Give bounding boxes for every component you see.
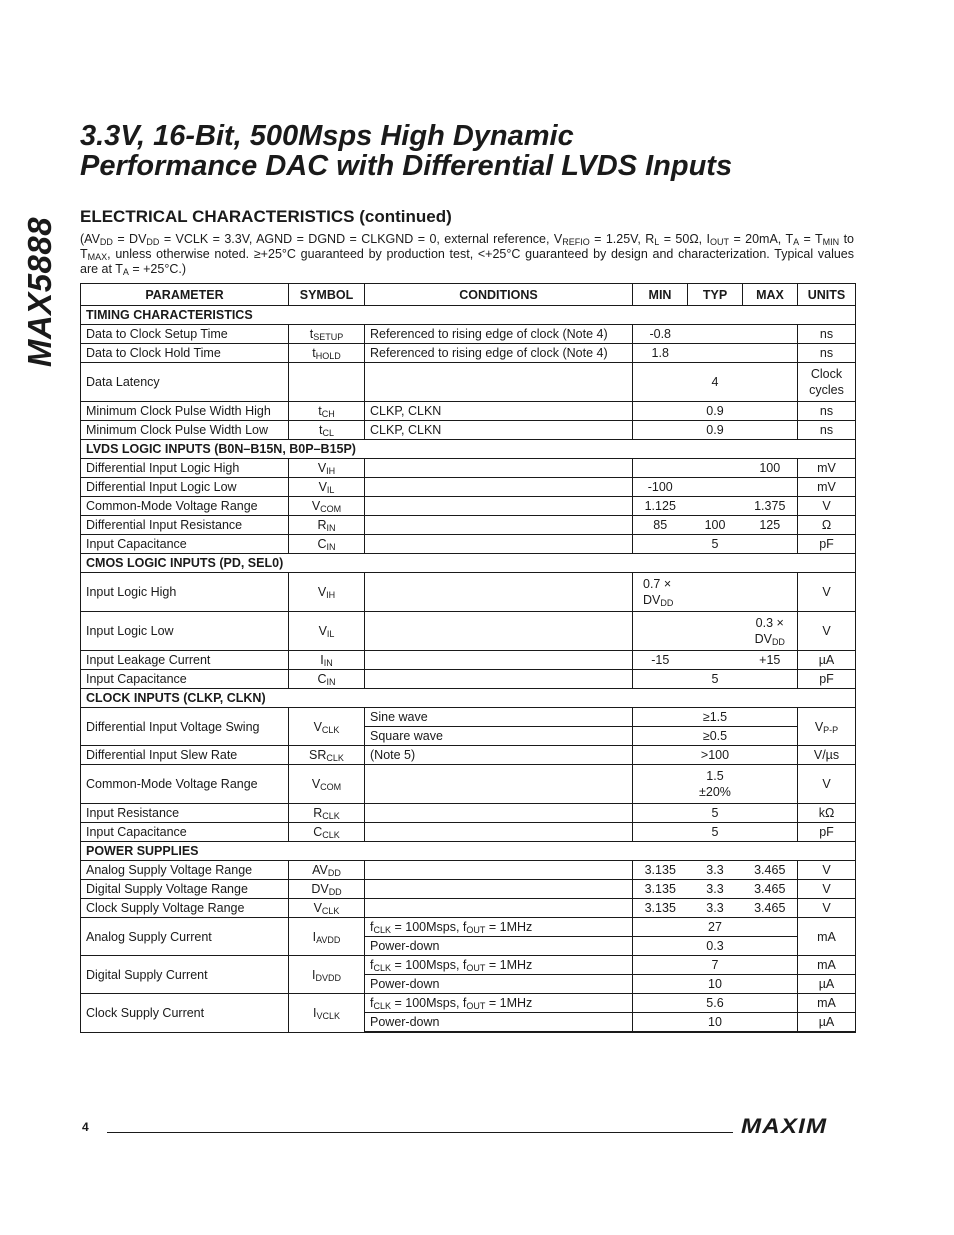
title-line-1: 3.3V, 16-Bit, 500Msps High Dynamic — [80, 120, 574, 152]
header-typ: TYP — [688, 284, 743, 306]
table-row: Input Capacitance $C_{CLK}$ 5 pF — [81, 823, 856, 842]
table-row: Common-Mode Voltage Range $V_{COM}$ 1.5 ±20% V — [81, 765, 856, 804]
table-row: Analog Supply Current $I_{AVDD}$ $f_{CLK}$ = 100Msps, $f_{OUT} = 1MHz$ 27 mA — [81, 918, 856, 937]
header-conditions: CONDITIONS — [365, 284, 633, 306]
table-row: Input Logic High $V_{IH}$ 0.7 × $DV_{DD}$ V — [81, 573, 856, 612]
table-row: Power-down 0.3 — [81, 937, 856, 956]
table-row: Data Latency 4 Clock cycles — [81, 363, 856, 402]
table-row: Differential Input Logic Low $V_{IL}$ -100 mV — [81, 478, 856, 497]
header-min: MIN — [633, 284, 688, 306]
category-row: TIMING CHARACTERISTICS — [81, 306, 856, 325]
page-number: 4 — [82, 1120, 89, 1134]
table-row: Differential Input Slew Rate $SR_{CLK}$ (Note 5) >100 V/µs — [81, 746, 856, 765]
table-row: Digital Supply Voltage Range $DV_{DD}$ 3.135 3.3 3.465 V — [81, 880, 856, 899]
maxim-logo: MAXIM — [741, 1115, 828, 1138]
category-row: CMOS LOGIC INPUTS (PD, SEL0) — [81, 554, 856, 573]
category-row: LVDS LOGIC INPUTS (B0N–B15N, B0P–B15P) — [81, 440, 856, 459]
table-row: Input Capacitance $C_{IN}$ 5 pF — [81, 670, 856, 689]
test-conditions-note: ($AV_{DD} = DV_{DD}$ = VCLK = 3.3V, AGND = DGND = CLKGND = 0, external reference, $V_{REFIO} = 1.25V$, $R_L = 50\Omega$, $I_{OUT} = 20mA$, $T_A = T_{MIN}$ to $T_{MAX}$, unless otherwise noted. ≥+25°C guaranteed by production test, <+25°C guaranteed by design and characterization. Typical values are at $T_A = +25^\circ C$.) — [80, 232, 854, 277]
title-line-2: Performance DAC with Differential LVDS Inputs — [80, 150, 733, 182]
document-title — [80, 121, 880, 181]
category-row: POWER SUPPLIES — [81, 842, 856, 861]
table-row: Input Leakage Current $I_{IN}$ -15 +15 µA — [81, 651, 856, 670]
side-part-number-text: MAX5888 — [21, 216, 58, 368]
header-max: MAX — [743, 284, 798, 306]
table-row: Minimum Clock Pulse Width High $t_{CH}$ CLKP, CLKN 0.9 ns — [81, 402, 856, 421]
table-row: Clock Supply Voltage Range $V_{CLK}$ 3.135 3.3 3.465 V — [81, 899, 856, 918]
table-row: Power-down 10 µA — [81, 975, 856, 994]
table-row: Clock Supply Current $I_{VCLK}$ $f_{CLK}$ = 100Msps, $f_{OUT} = 1MHz$ 5.6 mA — [81, 994, 856, 1013]
section-heading: ELECTRICAL CHARACTERISTICS (continued) — [80, 207, 452, 226]
footer-rule — [107, 1132, 733, 1133]
side-part-number — [10, 212, 70, 372]
table-row: Square wave ≥0.5 — [81, 727, 856, 746]
table-row: Power-down 10 µA — [81, 1013, 856, 1033]
table-row: Digital Supply Current $I_{DVDD}$ $f_{CLK}$ = 100Msps, $f_{OUT} = 1MHz$ 7 mA — [81, 956, 856, 975]
category-row: CLOCK INPUTS (CLKP, CLKN) — [81, 689, 856, 708]
table-row: Differential Input Logic High $V_{IH}$ 100 mV — [81, 459, 856, 478]
table-row: Data to Clock Setup Time $t_{SETUP}$ Referenced to rising edge of clock (Note 4) -0.8 ns — [81, 325, 856, 344]
table-row: Minimum Clock Pulse Width Low $t_{CL}$ CLKP, CLKN 0.9 ns — [81, 421, 856, 440]
electrical-characteristics-table — [80, 283, 856, 1033]
table-row: Input Capacitance $C_{IN}$ 5 pF — [81, 535, 856, 554]
table-header-row — [81, 284, 856, 306]
table-row: Data to Clock Hold Time $t_{HOLD}$ Referenced to rising edge of clock (Note 4) 1.8 ns — [81, 344, 856, 363]
table-row: Input Logic Low $V_{IL}$ 0.3 × $DV_{DD}$ V — [81, 612, 856, 651]
header-units: UNITS — [798, 284, 856, 306]
table-row: Common-Mode Voltage Range $V_{COM}$ 1.125 1.375 V — [81, 497, 856, 516]
table-row: Differential Input Resistance $R_{IN}$ 85 100 125 Ω — [81, 516, 856, 535]
header-parameter: PARAMETER — [81, 284, 289, 306]
header-symbol: SYMBOL — [289, 284, 365, 306]
table-row: Input Resistance $R_{CLK}$ 5 kΩ — [81, 804, 856, 823]
table-row: Differential Input Voltage Swing $V_{CLK}$ Sine wave ≥1.5 $V_{P-P}$ — [81, 708, 856, 727]
table-row: Analog Supply Voltage Range $AV_{DD}$ 3.135 3.3 3.465 V — [81, 861, 856, 880]
